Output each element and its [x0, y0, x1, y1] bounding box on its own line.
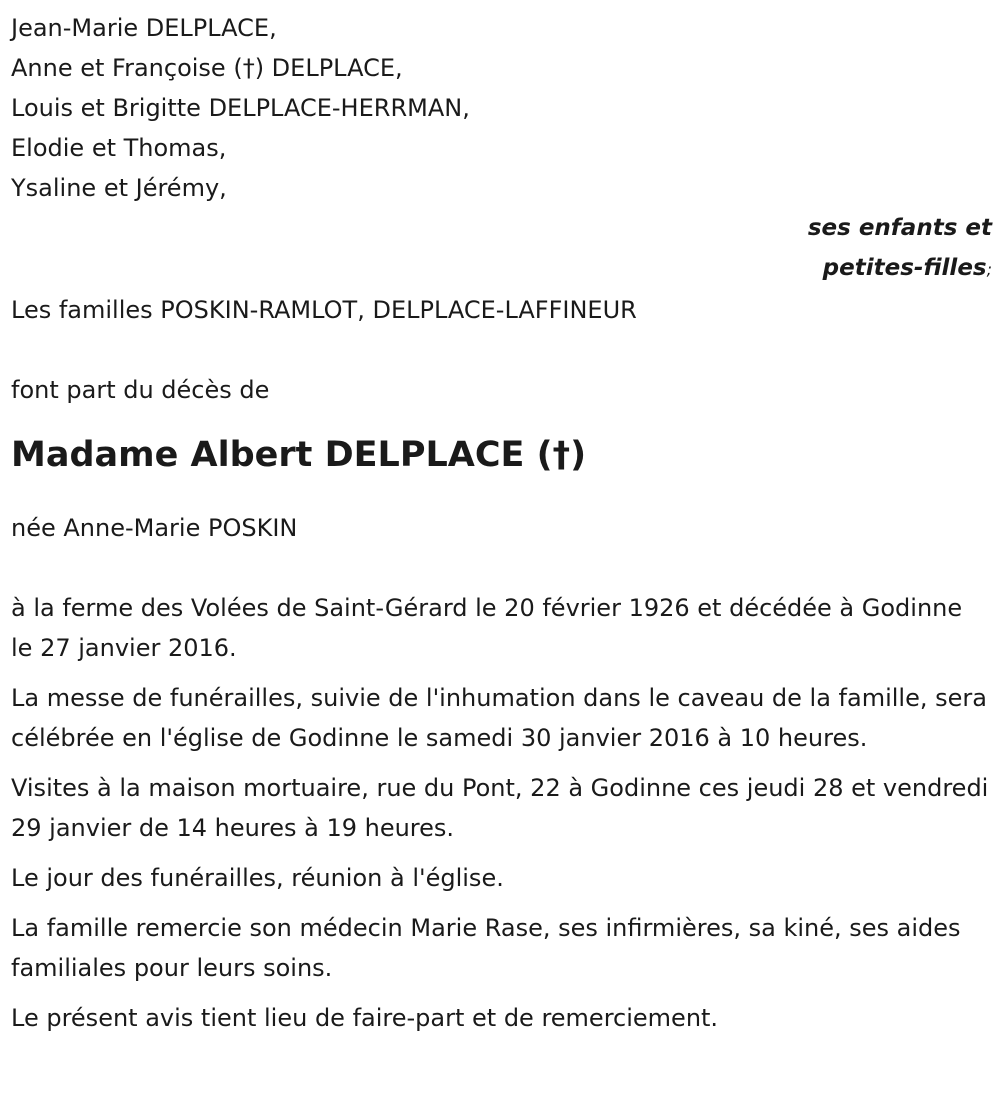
signature-punct: ;	[986, 260, 992, 279]
paragraph-funeral: La messe de funérailles, suivie de l'inhumation dans le caveau de la famille, sera célébrée en l'église de Godinne le samedi 30 janvier 2016 à 10 heures.	[11, 684, 987, 752]
paragraph-birth-death: à la ferme des Volées de Saint-Gérard le 20 février 1926 et décédée à Godinne le 27 janvier 2016.	[11, 594, 963, 662]
other-families: Les familles POSKIN-RAMLOT, DELPLACE-LAFFINEUR	[11, 296, 637, 324]
announcement-text: font part du décès de	[11, 376, 270, 404]
signature-line-2	[11, 248, 992, 290]
deceased-born-name: née Anne-Marie POSKIN	[11, 514, 298, 542]
paragraph-thanks: La famille remercie son médecin Marie Rase, ses infirmières, sa kiné, ses aides familiales pour leurs soins.	[11, 914, 961, 982]
family-name-4: Elodie et Thomas,	[11, 134, 227, 162]
signature-line-1: ses enfants et	[807, 215, 992, 241]
obituary-notice	[11, 8, 991, 1048]
family-name-2: Anne et Françoise (†) DELPLACE,	[11, 54, 403, 82]
family-name-3: Louis et Brigitte DELPLACE-HERRMAN,	[11, 94, 470, 122]
family-name-1: Jean-Marie DELPLACE,	[11, 14, 277, 42]
family-signature	[11, 208, 992, 290]
paragraph-visits: Visites à la maison mortuaire, rue du Pont, 22 à Godinne ces jeudi 28 et vendredi 29 janvier de 14 heures à 19 heures.	[11, 774, 989, 842]
paragraph-notice: Le présent avis tient lieu de faire-part et de remerciement.	[11, 1004, 719, 1032]
paragraph-meeting: Le jour des funérailles, réunion à l'église.	[11, 864, 504, 892]
family-name-5: Ysaline et Jérémy,	[11, 174, 227, 202]
signature-line-2-text: petites-filles	[822, 255, 987, 281]
deceased-name: Madame Albert DELPLACE (†)	[11, 435, 587, 475]
